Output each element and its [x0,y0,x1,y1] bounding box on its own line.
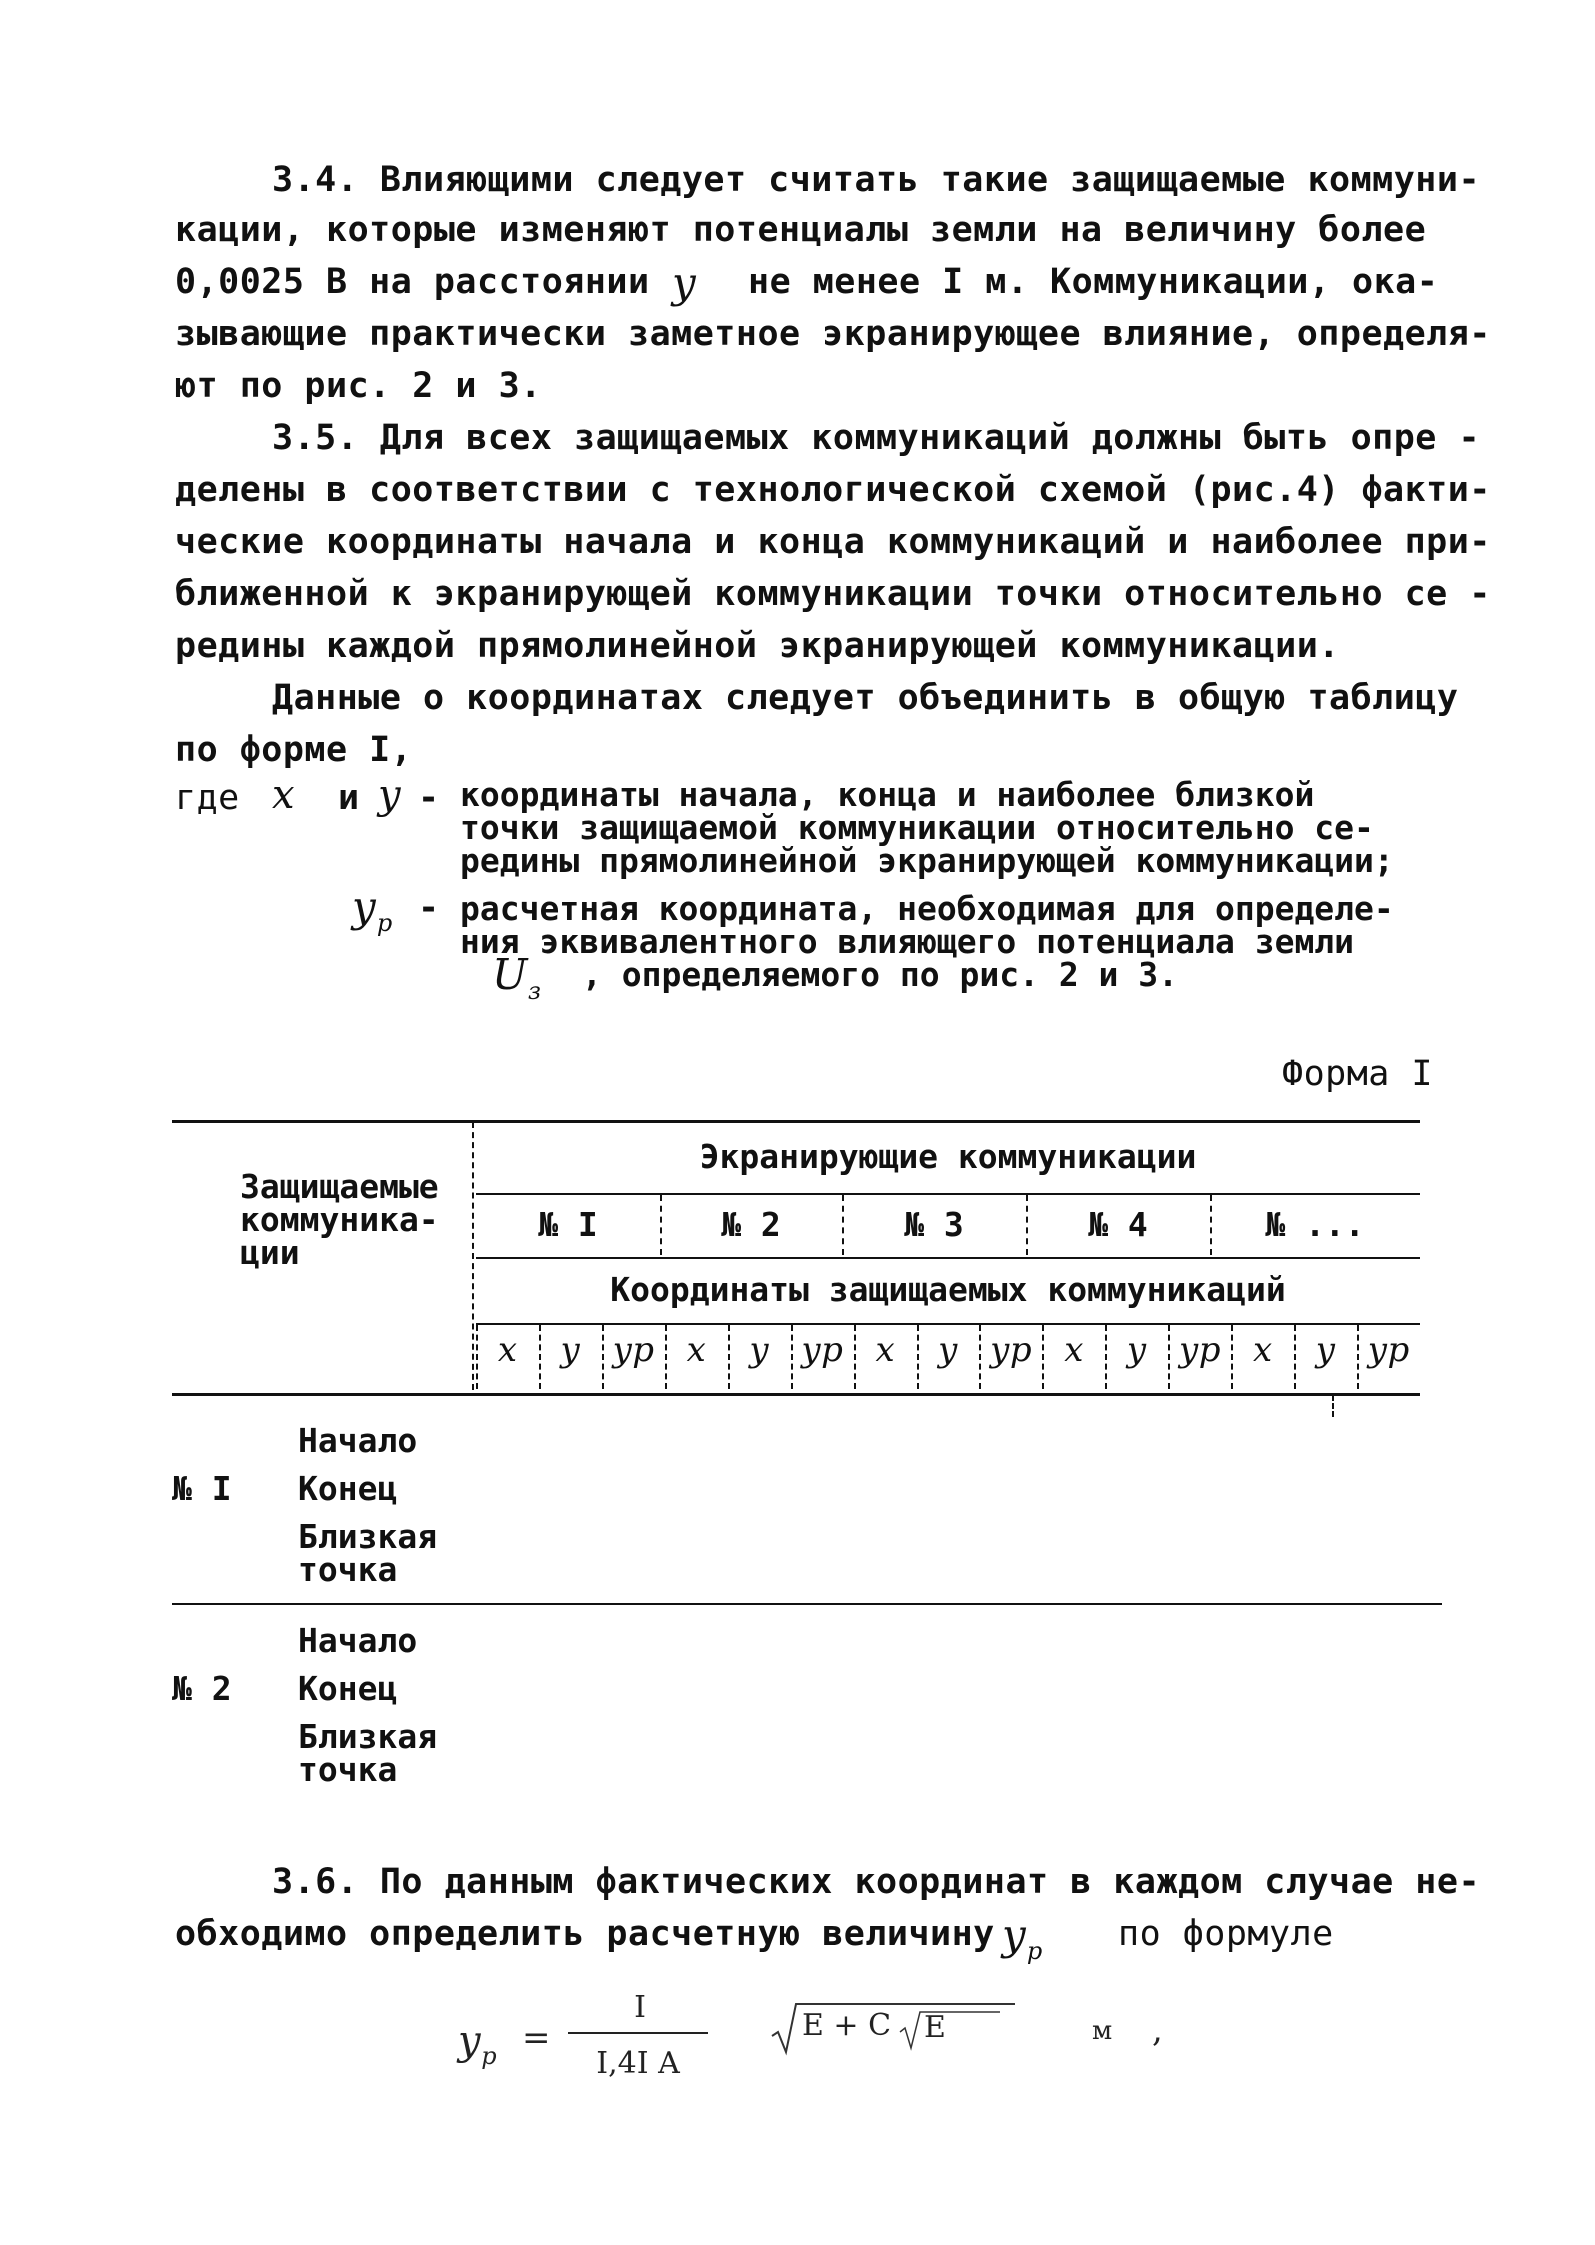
numbers-rule [476,1257,1420,1259]
p34-line-1: 3.4. Влияющими следует считать такие защищаемые коммуни- [272,160,1481,200]
coord-symbol: у [1126,1330,1147,1370]
formula-unit: м [1092,2016,1113,2046]
coord-divider [1357,1325,1359,1389]
group-row-near: Близкая [298,1517,438,1556]
coord-symbol: x [497,1330,518,1370]
legend-sym-yp: $у_р$ [352,882,393,937]
coord-symbol: ур [990,1330,1032,1370]
coord-divider [1105,1325,1107,1389]
shielding-header: Экранирующие коммуникации [699,1137,1197,1176]
coord-divider [854,1325,856,1389]
shielding-number: № ... [1265,1205,1365,1244]
group-row-start: Начало [298,1621,418,1660]
legend-def1-line-2: точки защищаемой коммуникации относительно се- [460,808,1374,847]
p36-var-yp: $у_р$ [1002,1910,1043,1965]
shielding-number: № 4 [1088,1205,1148,1244]
shielding-rule [476,1193,1420,1195]
p35-line-2: делены в соответствии с технологической схемой (рис.4) факти- [175,470,1491,510]
row-header-line-3: ции [240,1233,300,1272]
p36-line-1: 3.6. По данным фактических координат в каждом случае не- [272,1862,1481,1902]
formula-trail: , [1152,2010,1163,2050]
group-row-near: Близкая [298,1717,438,1756]
table-header-divider [472,1122,474,1390]
formula-numerator: I [634,1990,646,2025]
coord-divider [1042,1325,1044,1389]
coords-header: Координаты защищаемых коммуникаций [610,1270,1286,1309]
p34-var-y: у [672,258,697,307]
coord-symbol: x [1253,1330,1273,1370]
legend-sym-u3: $U_з$ [492,950,542,1005]
coord-divider [728,1325,730,1389]
p36-line-2b: по формуле [1118,1914,1334,1954]
coord-symbol: ур [1178,1330,1221,1370]
coord-divider [917,1325,919,1389]
coord-divider [665,1325,667,1389]
group-label: № I [172,1469,232,1508]
coord-divider [979,1325,981,1389]
p34-line-5: ют по рис. 2 и 3. [175,366,542,406]
p34-line-2: кации, которые изменяют потенциалы земли на величину более [175,210,1427,250]
coord-symbol: ур [1367,1330,1410,1370]
shielding-number: № 2 [721,1205,781,1244]
legend-sym-y: у [378,772,402,818]
legend-def1-line-1: координаты начала, конца и наиболее близкой [460,775,1315,814]
data-intro-line-1: Данные о координатах следует объединить в общую таблицу [272,678,1459,718]
legend-dash-2: - [418,888,440,928]
formula-lhs: $у_р$ [458,2018,497,2070]
group-label: № 2 [172,1669,232,1708]
coord-symbol: у [938,1330,958,1370]
p34-line-3b: не менее I м. Коммуникации, ока- [748,262,1439,302]
formula-denominator: I,4I A [596,2046,680,2081]
formula-inner-radicand: E [924,2010,946,2045]
coord-symbol: ур [612,1330,655,1370]
formula-fraction-bar [568,2032,708,2034]
coord-symbol: ур [801,1330,843,1370]
coord-divider [791,1325,793,1389]
group-divider-rule [172,1603,1442,1605]
group-row-start: Начало [298,1421,418,1460]
p34-line-4: зывающие практически заметное экранирующее влияние, определя- [175,314,1491,354]
coord-divider [539,1325,541,1389]
table-header-bottom-rule [172,1393,1420,1396]
coord-symbol: x [1064,1330,1084,1370]
coord-symbol: у [1315,1330,1336,1370]
coord-divider [1294,1325,1296,1389]
legend-where: где [175,778,240,818]
p35-line-1: 3.5. Для всех защищаемых коммуникаций должны быть опре - [272,418,1481,458]
coord-divider [602,1325,604,1389]
table-top-rule [172,1120,1420,1123]
shielding-number: № I [538,1205,598,1244]
group-row-end: Конец [298,1669,398,1708]
coord-symbol: у [749,1330,770,1370]
p35-line-3: ческие координаты начала и конца коммуникаций и наиболее при- [175,522,1491,562]
p35-line-5: редины каждой прямолинейной экранирующей коммуникации. [175,626,1340,666]
legend-dash-1: - [418,778,440,818]
coord-divider [1231,1325,1233,1389]
row-header-line-1: Защищаемые [240,1167,439,1206]
coords-rule [476,1323,1420,1325]
group-row-point: точка [298,1550,398,1589]
legend-and: и [338,778,360,818]
p36-line-2a: обходимо определить расчетную величину [175,1914,995,1954]
coord-symbol: у [560,1330,581,1370]
group-row-point: точка [298,1750,398,1789]
p35-line-4: ближенной к экранирующей коммуникации точки относительно се - [175,574,1491,614]
shielding-number: № 3 [904,1205,964,1244]
legend-def2-line-1: расчетная координата, необходимая для определе- [460,889,1394,928]
coord-symbol: x [686,1330,706,1370]
form-label: Форма I [1282,1054,1434,1094]
legend-sym-x: x [272,772,296,818]
formula-radicand: E + C [802,2008,892,2043]
legend-def1-line-3: редины прямолинейной экранирующей коммуникации; [460,841,1394,880]
legend-def2-tail: , определяемого по рис. 2 и 3. [582,955,1179,994]
legend-def2-line-2: ния эквивалентного влияющего потенциала земли [460,922,1355,961]
coord-divider [476,1325,478,1389]
coord-symbol: x [875,1330,895,1370]
p34-line-3a: 0,0025 В на расстоянии [175,262,650,302]
coord-divider [1168,1325,1170,1389]
data-intro-line-2: по форме I, [175,730,413,770]
formula-equals: = [522,2018,551,2058]
group-row-end: Конец [298,1469,398,1508]
row-header-line-2: коммуника- [240,1200,439,1239]
table-tick [1332,1395,1334,1417]
